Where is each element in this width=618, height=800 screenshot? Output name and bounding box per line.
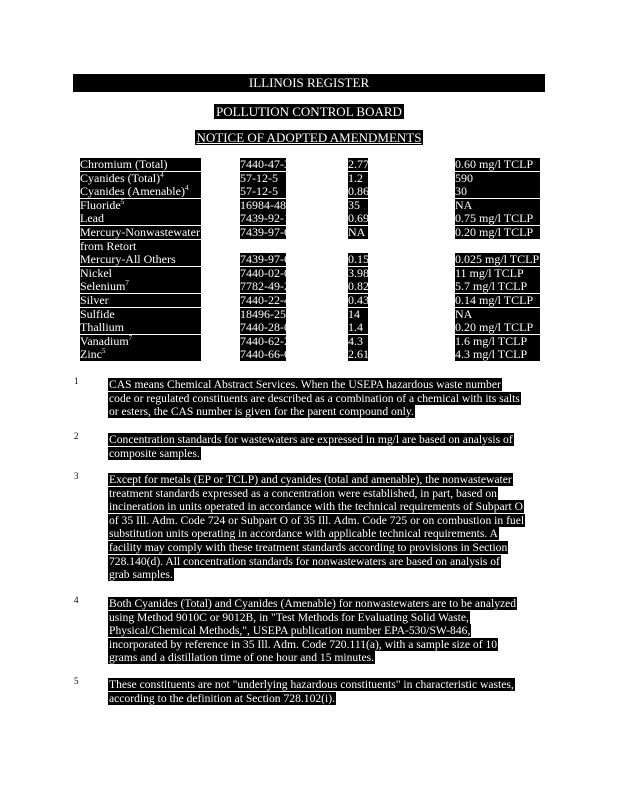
wastewater-standard: 35 — [348, 199, 368, 212]
nonwastewater-standard: NA — [455, 308, 540, 321]
footnote-ref: 5 — [102, 347, 106, 356]
footnote-line-text: Physical/Chemical Methods,", USEPA publication number EPA-530/SW-846, — [109, 624, 471, 638]
cas-number: 57-12-5 — [240, 185, 286, 198]
footnote-line-text: These constituents are not "underlying hazardous constituents" in characteristic wastes, — [109, 678, 514, 691]
footnote-line — [108, 541, 543, 555]
nonwastewater-standard: 590 — [455, 172, 540, 185]
footnote-number: 1 — [74, 376, 79, 386]
footnote-line — [108, 597, 543, 611]
footnote-text — [108, 473, 543, 582]
footnote-line — [108, 378, 543, 392]
cas-number: 7440-22-4 — [240, 293, 290, 307]
footnote-line-text: according to the definition at Section 728.102(i). — [109, 691, 336, 705]
constituent-name: Selenium$^7$ — [80, 280, 201, 293]
footnote-line-text: facility may comply with these treatment standards according to provisions in Section — [109, 540, 508, 554]
wastewater-standard: 14 — [348, 308, 368, 321]
constituent-name: Silver — [80, 294, 201, 307]
constituent-name: Fluoride$^5$ — [80, 199, 201, 212]
header-rule-bottom — [73, 90, 545, 92]
footnote-line-text: incineration in units operated in accordance with the technical requirements of Subpart O — [109, 500, 524, 514]
constituent-name: Vanadium$^7$ — [80, 335, 201, 348]
constituent-name: Nickel — [80, 267, 201, 280]
table-row — [0, 335, 618, 349]
footnote-line-text: incorporated by reference in 35 Ill. Adm. Code 720.111(a), with a sample size of 10 — [109, 637, 498, 651]
footnote-line — [108, 447, 543, 461]
notice-title — [0, 130, 618, 146]
footnote-line — [108, 568, 543, 582]
footnote-line-text: Except for metals (EP or TCLP) and cyanides (total and amenable), the nonwastewater — [109, 473, 512, 486]
footnote-line — [108, 392, 543, 406]
cas-number: 7439-92-1 — [240, 211, 290, 226]
footnote-line-text: composite samples. — [109, 446, 200, 460]
table-row — [0, 280, 618, 294]
constituent-name: Mercury-All Others — [80, 253, 201, 266]
table-row — [0, 321, 618, 335]
wastewater-standard: 0.86 — [348, 184, 369, 199]
board-title-text: POLLUTION CONTROL BOARD — [216, 104, 402, 119]
cas-number: 7782-49-2 — [240, 279, 290, 294]
nonwastewater-standard: 1.6 mg/l TCLP — [455, 335, 540, 348]
constituent-name: Sulfide — [80, 308, 201, 321]
cas-number: 7440-02-0 — [240, 265, 290, 280]
nonwastewater-standard: 0.025 mg/l TCLP — [455, 252, 540, 267]
footnote-line — [108, 611, 543, 625]
footnote-ref: 7 — [128, 333, 133, 342]
wastewater-standard: 3.98 — [348, 265, 369, 280]
wastewater-standard: 1.4 — [348, 321, 368, 334]
footnote-line — [108, 651, 543, 665]
cas-number: 7440-62-2 — [240, 333, 290, 348]
footnote-line — [108, 692, 543, 706]
nonwastewater-standard: 0.75 mg/l TCLP — [455, 212, 540, 225]
nonwastewater-standard: 11 mg/l TCLP — [455, 267, 540, 280]
footnote-line-text: treatment standards expressed as a concentration were established, in part, based on — [109, 486, 497, 500]
nonwastewater-standard: 0.20 mg/l TCLP — [455, 321, 540, 334]
table-row — [0, 199, 618, 213]
footnote-ref: 4 — [184, 184, 189, 193]
footnote-number: 4 — [74, 595, 79, 605]
table-row — [0, 172, 618, 186]
footnote-line-text: of 35 Ill. Adm. Code 724 or Subpart O of 35 Ill. Adm. Code 725 or on combustion in fuel — [109, 513, 525, 527]
table-row — [0, 294, 618, 308]
footnote-line — [108, 500, 543, 514]
constituent-name: Zinc$^5$ — [80, 348, 201, 361]
footnote-text — [108, 678, 543, 705]
wastewater-standard: 0.82 — [348, 279, 369, 294]
nonwastewater-standard: 0.20 mg/l TCLP — [455, 226, 540, 239]
footnote-number: 3 — [74, 471, 79, 481]
footnote-line-text: substitution units operating in accordance with applicable technical requirements. A — [109, 527, 498, 541]
cas-number: 16984-48-8 — [240, 197, 296, 212]
footnote-ref: 7 — [125, 279, 129, 288]
table-row — [0, 226, 618, 240]
table-row — [0, 253, 618, 267]
table-row — [0, 308, 618, 322]
footnote-line-text: grams and a distillation time of one hour and 15 minutes. — [109, 651, 374, 665]
board-title — [0, 104, 618, 120]
footnote-line — [108, 405, 543, 419]
cas-number: 7440-47-3 — [240, 157, 290, 171]
wastewater-standard: 0.69 — [348, 211, 369, 226]
footnote-text — [108, 433, 543, 460]
footnote-line-text: CAS means Chemical Abstract Services. When the USEPA hazardous waste number — [109, 378, 501, 391]
footnote-line-text: Both Cyanides (Total) and Cyanides (Amenable) for nonwastewaters are to be analyzed — [109, 597, 517, 610]
constituent-name: Mercury-Nonwastewater — [80, 225, 200, 239]
footnote-line-text: 728.140(d). All concentration standards for nonwastewaters are based on analysis of — [109, 554, 500, 568]
table-row — [0, 267, 618, 281]
table-row — [0, 158, 618, 172]
wastewater-standard: 1.2 — [348, 172, 368, 185]
nonwastewater-standard: 5.7 mg/l TCLP — [455, 280, 540, 293]
footnote-line — [108, 624, 543, 638]
footnote-line-text: or esters, the CAS number is given for the parent compound only. — [109, 405, 414, 419]
table-row — [0, 240, 618, 254]
nonwastewater-standard: 30 — [455, 185, 540, 198]
wastewater-standard: 0.15 — [348, 252, 369, 267]
footnote-line — [108, 638, 543, 652]
nonwastewater-standard: 4.3 mg/l TCLP — [455, 348, 540, 361]
footnote-number: 5 — [74, 676, 79, 686]
constituent-name: Lead — [80, 212, 201, 225]
footnote-ref: 5 — [120, 197, 125, 206]
cas-number: 7439-97-6 — [240, 225, 290, 239]
footnote-line — [108, 514, 543, 528]
constituent-name: Chromium (Total) — [80, 158, 201, 171]
wastewater-standard: NA — [348, 226, 368, 239]
footnote-line-text: using Method 9010C or 9012B, in "Test Methods for Evaluating Solid Waste, — [109, 610, 469, 624]
wastewater-standard: 2.77 — [348, 157, 369, 171]
footnote-ref: 4 — [160, 170, 164, 179]
nonwastewater-standard: NA — [455, 199, 540, 212]
footnote-text — [108, 597, 543, 665]
cas-number: 57-12-5 — [240, 172, 286, 185]
table-row — [0, 185, 618, 199]
nonwastewater-standard: 0.60 mg/l TCLP — [455, 158, 540, 171]
wastewater-standard: 4.3 — [348, 335, 368, 348]
register-title: ILLINOIS REGISTER — [73, 76, 545, 90]
constituent-name: Thallium — [80, 321, 201, 334]
footnote-text — [108, 378, 543, 419]
cas-number: 7440-66-6 — [240, 347, 290, 362]
footnote-line — [108, 678, 543, 692]
table-row — [0, 212, 618, 226]
footnote-line — [108, 433, 543, 447]
wastewater-standard: 0.43 — [348, 293, 369, 307]
constituent-name: Cyanides (Amenable)$^4$ — [80, 185, 201, 198]
footnote-line-text: Concentration standards for wastewaters are expressed in mg/l are based on analysis of — [109, 433, 513, 446]
cas-number: 7440-28-0 — [240, 320, 290, 335]
footnote-line-text: code or regulated constituents are described as a combination of a chemical with its salts — [109, 391, 520, 405]
cas-number: 7439-97-6 — [240, 252, 290, 267]
footnote-line — [108, 473, 543, 487]
constituent-name: Cyanides (Total)$^4$ — [80, 172, 201, 185]
wastewater-standard: 2.61 — [348, 347, 369, 362]
footnote-line — [108, 527, 543, 541]
footnote-line — [108, 487, 543, 501]
notice-title-text: NOTICE OF ADOPTED AMENDMENTS — [196, 130, 422, 145]
footnote-line-text: grab samples. — [109, 568, 173, 582]
constituent-name: from Retort — [80, 240, 201, 253]
nonwastewater-standard: 0.14 mg/l TCLP — [455, 294, 540, 307]
table-row — [0, 348, 618, 362]
footnote-line — [108, 555, 543, 569]
footnote-number: 2 — [74, 431, 79, 441]
cas-number: 18496-25-8 — [240, 306, 296, 321]
